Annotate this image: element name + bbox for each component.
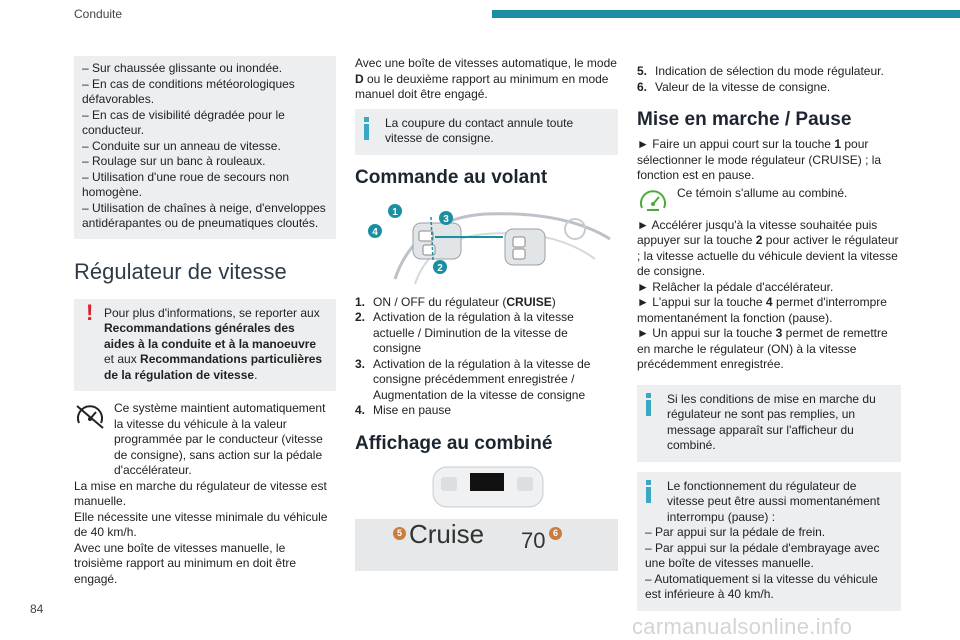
paragraph: La mise en marche du régulateur de vitesse est manuelle.	[74, 478, 327, 508]
section-title: Régulateur de vitesse	[74, 258, 287, 284]
condition-item: – Roulage sur un banc à rouleaux.	[82, 154, 266, 168]
intro-paragraph: Ce système maintient automatiquement la vitesse du véhicule à la valeur programmée par le conducteur (vitesse de consigne), sans action sur la pédale d'accélérateur.	[74, 401, 336, 479]
step-2: ► Accélérer jusqu'à la vitesse souhaitée puis appuyer sur la touche 2 pour activer le régulateur ; la vitesse actuelle du véhicule devient la vitesse de consigne.	[637, 217, 899, 278]
info-note: La coupure du contact annule toute vitesse de consigne.	[355, 109, 618, 155]
info-icon	[364, 117, 369, 140]
watermark: carmanualsonline.info	[632, 614, 853, 639]
callout-6-badge: 6	[549, 527, 562, 540]
section-heading: Mise en marche / Pause	[637, 109, 852, 130]
header-accent-bar	[492, 10, 960, 18]
list-item: 1. ON / OFF du régulateur (CRUISE)	[355, 294, 556, 309]
list-item: 5. Indication de sélection du mode régulateur.	[637, 64, 884, 78]
condition-item: – Conduite sur un anneau de vitesse.	[82, 138, 281, 153]
steering-wheel-illustration	[355, 199, 618, 289]
running-header: Conduite	[74, 7, 123, 21]
list-item: 4. Mise en pause	[355, 403, 452, 417]
condition-item: – Utilisation de chaînes à neige, d'enveloppes antidérapantes ou de pneumatiques cloutés.	[82, 200, 326, 230]
callout-2-label: 2	[437, 262, 443, 274]
paragraph: Elle nécessite une vitesse minimale du véhicule de 40 km/h.	[74, 509, 328, 539]
condition-item: – Sur chaussée glissante ou inondée.	[82, 61, 283, 75]
step-3: ► Relâcher la pédale d'accélérateur.	[637, 279, 834, 294]
list-item: – Automatiquement si la vitesse du véhicule est inférieure à 40 km/h.	[645, 571, 878, 601]
controls-list	[355, 295, 618, 419]
page-number: 84	[30, 602, 44, 616]
info-icon	[646, 480, 651, 503]
indicator-line: Ce témoin s'allume au combiné.	[637, 186, 901, 214]
warning-icon: !	[86, 299, 94, 325]
info-note: Le fonctionnement du régulateur de vitesse peut être aussi momentanément interrompu (pause) : – Par appui sur la pédale de frein. – Par appui sur la pédale d'embrayage avec une boîte de vitesses manuelle. – Automatiquement si la vitesse du véhicule est inférieure à 40 km/h.	[637, 472, 901, 611]
section-heading: Affichage au combiné	[355, 432, 553, 454]
condition-item: – Utilisation d'une roue de secours non homogène.	[82, 169, 290, 199]
column-2	[355, 56, 618, 571]
list-item: 3. Activation de la régulation à la vitesse de consigne précédemment enregistrée / Augmentation de la vitesse de consigne	[355, 356, 591, 402]
step-4: ► L'appui sur la touche 4 permet d'interrompre momentanément la fonction (pause).	[637, 295, 887, 325]
callout-4-label: 4	[372, 226, 378, 238]
set-speed-value: 70	[521, 527, 546, 553]
condition-item: – En cas de visibilité dégradée pour le conducteur.	[82, 107, 285, 137]
info-icon	[646, 393, 651, 416]
step-1: ► Faire un appui court sur la touche 1 pour sélectionner le mode régulateur (CRUISE) ; la fonction est en pause.	[637, 137, 882, 182]
conditions-box	[74, 56, 336, 239]
display-legend	[637, 64, 901, 95]
callout-1-label: 1	[392, 206, 398, 218]
callout-3-label: 3	[443, 213, 449, 225]
instrument-cluster-illustration	[355, 465, 618, 511]
list-item: – Par appui sur la pédale de frein.	[645, 525, 826, 539]
list-item: 6. Valeur de la vitesse de consigne.	[637, 79, 831, 94]
callout-5-badge: 5	[393, 527, 406, 540]
cruise-control-indicator-icon	[637, 186, 669, 221]
paragraph: Avec une boîte de vitesses manuelle, le troisième rapport au minimum en doit être engagé.	[74, 540, 297, 586]
info-note: Si les conditions de mise en marche du régulateur ne sont pas remplies, un message apparaît sur l'afficheur du combiné.	[637, 385, 901, 462]
auto-gearbox-paragraph: Avec une boîte de vitesses automatique, le mode D ou le deuxième rapport au minimum en mode manuel doit être engagé.	[355, 56, 617, 101]
list-item: – Par appui sur la pédale d'embrayage avec une boîte de vitesses manuelle.	[645, 540, 880, 570]
step-5: ► Un appui sur la touche 3 permet de remettre en marche le régulateur (ON) à la vitesse précédemment enregistrée.	[637, 326, 888, 371]
column-3	[637, 56, 901, 621]
cruise-control-off-icon	[74, 401, 106, 436]
section-heading: Commande au volant	[355, 166, 548, 188]
cruise-mode-label: Cruise	[409, 518, 485, 549]
condition-item: – En cas de conditions météorologiques défavorables.	[82, 76, 295, 106]
warning-note: ! Pour plus d'informations, se reporter aux Recommandations générales des aides à la conduite et à la manoeuvre et aux Recommandations particulières de la régulation de vitesse.	[74, 299, 336, 392]
cruise-display	[355, 519, 618, 571]
list-item: 2. Activation de la régulation à la vitesse actuelle / Diminution de la vitesse de consigne	[355, 310, 574, 355]
column-1	[74, 56, 336, 587]
